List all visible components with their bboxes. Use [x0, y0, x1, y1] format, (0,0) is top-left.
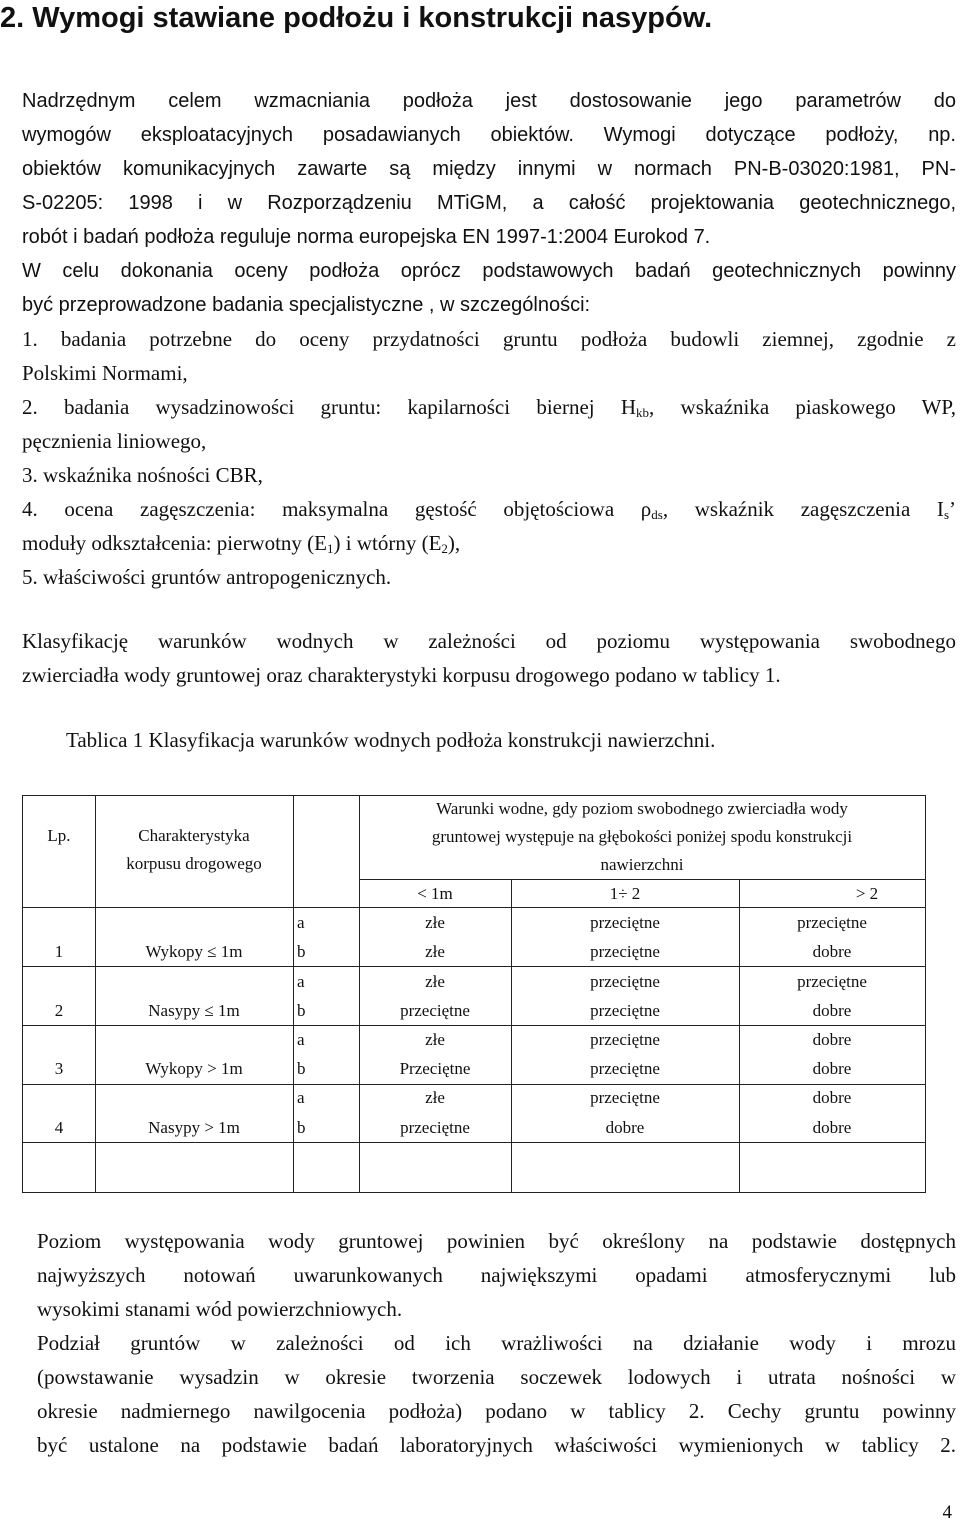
cell-value: dobre	[812, 1118, 852, 1137]
row-lp: 1	[54, 942, 64, 961]
header-water-conditions: gruntowej występuje na głębokości poniżej spodu konstrukcji	[431, 827, 853, 846]
cell-value: złe	[425, 972, 445, 991]
subscript: s	[943, 507, 949, 522]
table-hline	[23, 966, 925, 967]
intro-line: robót i badań podłoża reguluje norma europejska EN 1997-1:2004 Eurokod 7.	[22, 226, 711, 248]
intro-line: obiektów komunikacyjnych zawarte są między innymi w normach PN-B-03020:1981, PN-	[22, 158, 956, 180]
cell-value: Przeciętne	[399, 1059, 471, 1078]
paragraph-line: zwierciadła wody gruntowej oraz charakterystyki korpusu drogowego podano w tablicy 1.	[22, 663, 781, 687]
intro-line: W celu dokonania oceny podłoża oprócz podstawowych badań geotechnicznych powinny	[22, 260, 956, 282]
subscript: 1	[327, 541, 334, 556]
row-characteristic: Wykopy > 1m	[145, 1059, 243, 1078]
list-text: 4. ocena zagęszczenia: maksymalna gęstość objętościowa ρ	[22, 497, 652, 521]
subscript: kb	[636, 405, 650, 420]
subscript: 2	[441, 541, 448, 556]
cell-value: dobre	[812, 1059, 852, 1078]
row-key: b	[297, 942, 306, 961]
cell-value: przeciętne	[590, 1001, 660, 1020]
intro-line: Nadrzędnym celem wzmacniania podłoża jest dostosowanie jego parametrów do	[22, 90, 956, 112]
header-characteristic: Charakterystyka	[138, 826, 250, 845]
cell-value: złe	[425, 942, 445, 961]
paragraph-line: najwyższych notowań uwarunkowanych największymi opadami atmosferycznymi lub	[37, 1263, 956, 1287]
intro-paragraph	[22, 84, 956, 322]
water-conditions-table	[22, 795, 926, 1193]
list-text: , wskaźnik zagęszczenia I	[662, 497, 944, 521]
list-item-4	[22, 492, 956, 526]
cell-value: złe	[425, 1030, 445, 1049]
paragraph-line: Podział gruntów w zależności od ich wrażliwości na działanie wody i mrozu	[37, 1331, 956, 1355]
row-key: b	[297, 1059, 306, 1078]
intro-line: S-02205: 1998 i w Rozporządzeniu MTiGM, a całość projektowania geotechnicznego,	[22, 192, 956, 214]
intro-line: wymogów eksploatacyjnych posadawianych obiektów. Wymogi dotyczące podłoży, np.	[22, 124, 956, 146]
paragraph-line: być ustalone na podstawie badań laboratoryjnych właściwości wymienionych w tablicy 2.	[37, 1433, 956, 1457]
header-water-conditions: Warunki wodne, gdy poziom swobodnego zwierciadła wody	[436, 799, 848, 818]
cell-value: przeciętne	[590, 1088, 660, 1107]
list-text: , wskaźnika piaskowego WP,	[649, 395, 956, 419]
cell-value: dobre	[605, 1118, 645, 1137]
paragraph-line: Poziom występowania wody gruntowej powinien być określony na podstawie dostępnych	[37, 1229, 956, 1253]
table-hline	[23, 1142, 925, 1143]
cell-value: dobre	[812, 942, 852, 961]
cell-value: złe	[425, 1088, 445, 1107]
list-item-1: 1. badania potrzebne do oceny przydatności gruntu podłoża budowli ziemnej, zgodnie z	[22, 327, 956, 351]
cell-value: przeciętne	[590, 1030, 660, 1049]
cell-value: przeciętne	[797, 913, 867, 932]
page-number: 4	[942, 1502, 952, 1523]
section-heading: 2. Wymogi stawiane podłożu i konstrukcji nasypów.	[0, 2, 713, 34]
list-text: ) i wtórny (E	[333, 531, 442, 555]
list-item-2-cont: pęcznienia liniowego,	[22, 429, 207, 453]
paragraph-line: wysokimi stanami wód powierzchniowych.	[37, 1297, 403, 1321]
cell-value: przeciętne	[590, 1059, 660, 1078]
row-key: a	[297, 1030, 305, 1049]
header-depth-2: 1÷ 2	[609, 884, 641, 903]
groundwater-paragraph	[37, 1224, 956, 1462]
list-item-1-cont: Polskimi Normami,	[22, 361, 188, 385]
row-key: a	[297, 972, 305, 991]
list-item-2	[22, 390, 956, 424]
cell-value: przeciętne	[590, 942, 660, 961]
header-depth-1: < 1m	[417, 884, 453, 903]
row-lp: 3	[54, 1059, 64, 1078]
row-characteristic: Nasypy > 1m	[148, 1118, 240, 1137]
table-caption: Tablica 1 Klasyfikacja warunków wodnych podłoża konstrukcji nawierzchni.	[66, 728, 716, 752]
row-lp: 4	[54, 1118, 64, 1137]
list-text: ),	[447, 531, 461, 555]
row-key: b	[297, 1001, 306, 1020]
cell-value: przeciętne	[590, 972, 660, 991]
header-lp: Lp.	[47, 826, 71, 845]
list-item-3: 3. wskaźnika nośności CBR,	[22, 463, 263, 487]
header-characteristic: korpusu drogowego	[126, 854, 262, 873]
table-hline	[23, 907, 925, 908]
subscript: ds	[651, 507, 663, 522]
list-item-4-cont	[22, 526, 956, 560]
row-key: a	[297, 1088, 305, 1107]
list-text: 2. badania wysadzinowości gruntu: kapilarności biernej H	[22, 395, 637, 419]
row-key: b	[297, 1118, 306, 1137]
row-characteristic: Nasypy ≤ 1m	[148, 1001, 240, 1020]
header-depth-3	[739, 884, 925, 904]
cell-value: przeciętne	[400, 1118, 470, 1137]
cell-value: przeciętne	[400, 1001, 470, 1020]
list-text: ’	[949, 497, 956, 521]
cell-value: przeciętne	[590, 913, 660, 932]
requirements-list	[22, 322, 956, 594]
table-hline	[23, 1084, 925, 1085]
table-hline	[359, 879, 925, 880]
paragraph-line: Klasyfikację warunków wodnych w zależności od poziomu występowania swobodnego	[22, 629, 956, 653]
row-lp: 2	[54, 1001, 64, 1020]
cell-value: złe	[425, 913, 445, 932]
cell-value: przeciętne	[797, 972, 867, 991]
cell-value: dobre	[812, 1088, 852, 1107]
cell-value: dobre	[812, 1030, 852, 1049]
table-hline	[23, 1025, 925, 1026]
paragraph-line: okresie nadmiernego nawilgocenia podłoża) podano w tablicy 2. Cechy gruntu powinny	[37, 1399, 956, 1423]
cell-value: dobre	[812, 1001, 852, 1020]
header-depth-3-text: > 2	[855, 884, 879, 903]
row-characteristic: Wykopy ≤ 1m	[145, 942, 243, 961]
list-item-5: 5. właściwości gruntów antropogenicznych.	[22, 565, 392, 589]
list-text: moduły odkształcenia: pierwotny (E	[22, 531, 328, 555]
paragraph-line: (powstawanie wysadzin w okresie tworzenia soczewek lodowych i utrata nośności w	[37, 1365, 956, 1389]
header-water-conditions: nawierzchni	[600, 855, 684, 874]
intro-line: być przeprowadzone badania specjalistyczne , w szczególności:	[22, 294, 591, 316]
classification-paragraph	[22, 624, 956, 692]
row-key: a	[297, 913, 305, 932]
